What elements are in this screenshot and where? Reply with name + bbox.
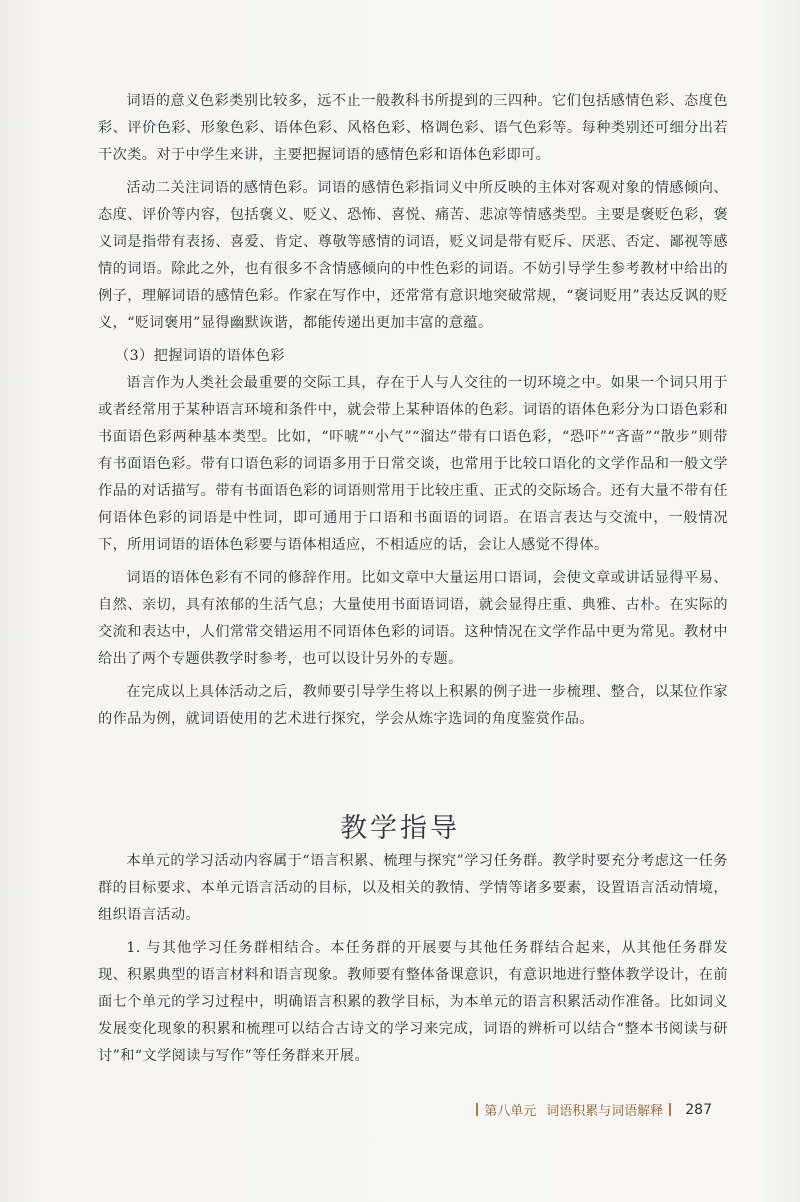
- footer-unit-title: 词语积累与词语解释: [546, 1104, 664, 1119]
- main-text-block: [98, 88, 728, 733]
- paragraph: 1. 与其他学习任务群相结合。本任务群的开展要与其他任务群结合起来，从其他任务群发现、积累典型的语言材料和语言现象。教师要有整体备课意识，有意识地进行整体教学设计，在前面七个单元的学习过程中，明确语言积累的教学目标，为本单元的语言积累活动作准备。比如词义发展变化现象的积累和梳理可以结合古诗文的学习来完成，词语的辨析可以结合“整本书阅读与研讨”和“文学阅读与写作”等任务群来开展。: [98, 940, 728, 1064]
- section-title: 教学指导: [340, 813, 460, 844]
- paragraph: 词语的意义色彩类别比较多，远不止一般教科书所提到的三四种。它们包括感情色彩、态度色彩、评价色彩、形象色彩、语体色彩、风格色彩、格调色彩、语气色彩等。每种类别还可细分出若干次类。对于中学生来讲，主要把握词语的感情色彩和语体色彩即可。: [98, 93, 728, 163]
- divider: [669, 1103, 671, 1116]
- page-number: 287: [685, 1101, 712, 1118]
- paragraph: 在完成以上具体活动之后，教师要引导学生将以上积累的例子进一步梳理、整合，以某位作家的作品为例，就词语使用的艺术进行探究，学会从炼字选词的角度鉴赏作品。: [98, 684, 728, 727]
- paragraph: 词语的语体色彩有不同的修辞作用。比如文章中大量运用口语词，会使文章或讲话显得平易、自然、亲切，具有浓郁的生活气息；大量使用书面语词语，就会显得庄重、典雅、古朴。在实际的交流和表达中，人们常常交错运用不同语体色彩的词语。这种情况在文学作品中更为常见。教材中给出了两个专题供教学时参考，也可以设计另外的专题。: [98, 570, 728, 667]
- subheading: （3）把握词语的语体色彩: [115, 348, 285, 364]
- paragraph: 本单元的学习活动内容属于“语言积累、梳理与探究”学习任务群。教学时要充分考虑这一任务群的目标要求、本单元语言活动的目标，以及相关的教情、学情等诸多要素，设置语言活动情境，组织语言活动。: [98, 853, 728, 923]
- paragraph: 语言作为人类社会最重要的交际工具，存在于人与人交往的一切环境之中。如果一个词只用于或者经常用于某种语言环境和条件中，就会带上某种语体的色彩。词语的语体色彩分为口语色彩和书面语色彩两种基本类型。比如，“吓唬”“小气”“溜达”带有口语色彩，“恐吓”“吝啬”“散步”则带有书面语色彩。带有口语色彩的词语多用于日常交谈，也常用于比较口语化的文学作品和一般文学作品的对话描写。带有书面语色彩的词语则常用于比较庄重、正式的交际场合。还有大量不带有任何语体色彩的词语是中性词，即可通用于口语和书面语的词语。在语言表达与交流中，一般情况下，所用词语的语体色彩要与语体相适应，不相适应的话，会让人感觉不得体。: [98, 375, 728, 553]
- divider: [476, 1103, 478, 1116]
- paragraph: 活动二关注词语的感情色彩。词语的感情色彩指词义中所反映的主体对客观对象的情感倾向、态度、评价等内容，包括褒义、贬义、恐怖、喜悦、痛苦、悲凉等情感类型。主要是褒贬色彩，褒义词是指带有表扬、喜爱、肯定、尊敬等感情的词语，贬义词是带有贬斥、厌恶、否定、鄙视等感情的词语。除此之外，也有很多不含情感倾向的中性色彩的词语。不妨引导学生参考教材中给出的例子，理解词语的感情色彩。作家在写作中，还常常有意识地突破常规，“褒词贬用”表达反讽的贬义，“贬词褒用”显得幽默诙谐，都能传递出更加丰富的意蕴。: [98, 180, 728, 331]
- guidance-text-block: [98, 848, 728, 1070]
- page-footer: [476, 1100, 712, 1119]
- footer-unit: 第八单元: [484, 1104, 537, 1119]
